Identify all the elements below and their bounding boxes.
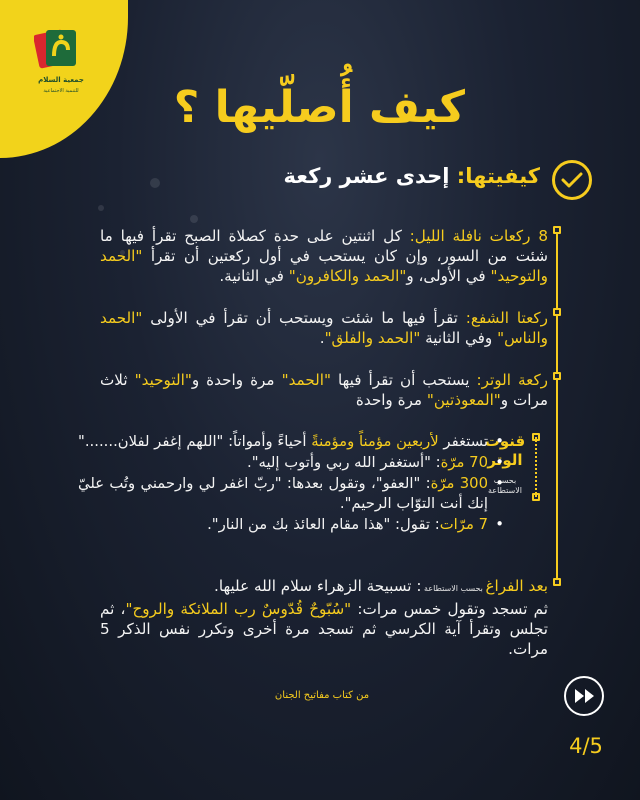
section-label: ركعتا الشفع: <box>465 309 548 327</box>
section-label: ركعة الوتر: <box>476 371 549 389</box>
highlight-text: 70 مرّة <box>440 454 488 471</box>
bokeh-light <box>98 205 104 211</box>
timeline-branch <box>535 437 537 497</box>
list-item <box>78 515 488 535</box>
fast-forward-icon <box>574 688 596 704</box>
highlight-text: "الحمد والكافرون" <box>288 267 407 285</box>
item-text: أحياءً وأمواتاً: "اللهم إغفر لفلان......." <box>78 433 312 450</box>
section-text: مرة واحدة <box>355 391 427 409</box>
section-text: في الأولى، و <box>406 267 491 285</box>
check-circle-icon <box>552 160 592 200</box>
subheading-label: كيفيتها: <box>456 164 540 188</box>
bokeh-light <box>190 215 198 223</box>
list-item <box>78 453 488 473</box>
highlight-text: 7 مرّات <box>439 516 488 533</box>
section-night-prayer <box>100 226 548 286</box>
highlight-text: لأربعين مؤمناً ومؤمنةً <box>311 433 439 450</box>
section-text: ، ثم تجلس وتقرأ آية الكرسي ثم تسجد مرة أخرى وتكرر نفس الذكر 5 مرات. <box>100 600 548 658</box>
section-text: يستحب أن تقرأ فيها <box>330 371 477 389</box>
item-text: : "أستغفر الله ربي وأتوب إليه". <box>247 454 441 471</box>
logo-mark-icon <box>34 26 80 72</box>
section-text: وفي الثانية <box>420 329 498 347</box>
section-text: ثم تسجد وتقول خمس مرات: <box>351 600 548 618</box>
item-text: : "العفو"، وتقول بعدها: "ربّ اغفر لي وارحمني وتُب عليّ إنك أنت التوّاب الرحيم". <box>78 475 488 512</box>
highlight-text: "الحمد" <box>281 371 331 389</box>
highlight-text: "الحمد والفلق" <box>324 329 421 347</box>
page-indicator: 4/5 <box>569 734 603 758</box>
section-note: بحسب الاستطاعة <box>421 584 486 593</box>
qunut-list <box>78 432 504 536</box>
subheading-text: إحدى عشر ركعة <box>283 164 457 188</box>
highlight-text: "سُبّوحٌ قُدّوسٌ رب الملائكة والروح" <box>125 600 352 618</box>
section-text: مرة واحدة و <box>191 371 282 389</box>
timeline-line <box>556 230 558 582</box>
section-text: . <box>319 329 325 347</box>
next-page-button[interactable] <box>564 676 604 716</box>
timeline-marker <box>553 308 561 316</box>
section-label: بعد الفراغ <box>485 577 548 595</box>
subheading <box>120 164 540 188</box>
qunut-note: بحسب الاستطاعة <box>488 476 522 495</box>
timeline-marker <box>553 372 561 380</box>
page-title: كيف أُصلّيها ؟ <box>173 82 465 133</box>
list-item <box>78 432 488 452</box>
item-text: تستغفر <box>438 433 488 450</box>
timeline-marker <box>553 578 561 586</box>
list-item <box>78 474 488 514</box>
section-text: كل اثنتين على حدة كصلاة الصبح تقرأ فيها ما شئت من السور، وإن كان يستحب في أول ركعتين أن تقرأ <box>100 227 548 265</box>
qunut-label: قنوت الوتر <box>484 432 526 469</box>
highlight-text: "التوحيد" <box>134 371 192 389</box>
organization-logo <box>26 26 96 118</box>
timeline-marker <box>553 226 561 234</box>
logo-name: جمعية السلام <box>38 76 84 84</box>
item-text: : تقول: "هذا مقام العائذ بك من النار". <box>207 516 440 533</box>
section-label: 8 ركعات نافلة الليل: <box>409 227 548 245</box>
logo-subtitle: للتنمية الاجتماعية <box>43 88 79 94</box>
section-text: في الثانية. <box>219 267 289 285</box>
section-text: ثلاث مرات و <box>100 371 548 409</box>
section-witr <box>100 370 548 410</box>
source-credit: من كتاب مفاتيح الجنان <box>274 690 370 701</box>
section-shaf <box>100 308 548 348</box>
highlight-text: "المعوذتين" <box>426 391 501 409</box>
section-text: : تسبيحة الزهراء سلام الله عليها. <box>214 577 422 595</box>
section-text: تقرأ فيها ما شئت ويستحب أن تقرأ في الأولى <box>142 309 466 327</box>
highlight-text: "الحمد والناس" <box>100 309 548 347</box>
highlight-text: "الحمد والتوحيد" <box>100 247 548 285</box>
highlight-text: 300 مرّة <box>430 475 488 492</box>
section-after <box>100 576 548 659</box>
